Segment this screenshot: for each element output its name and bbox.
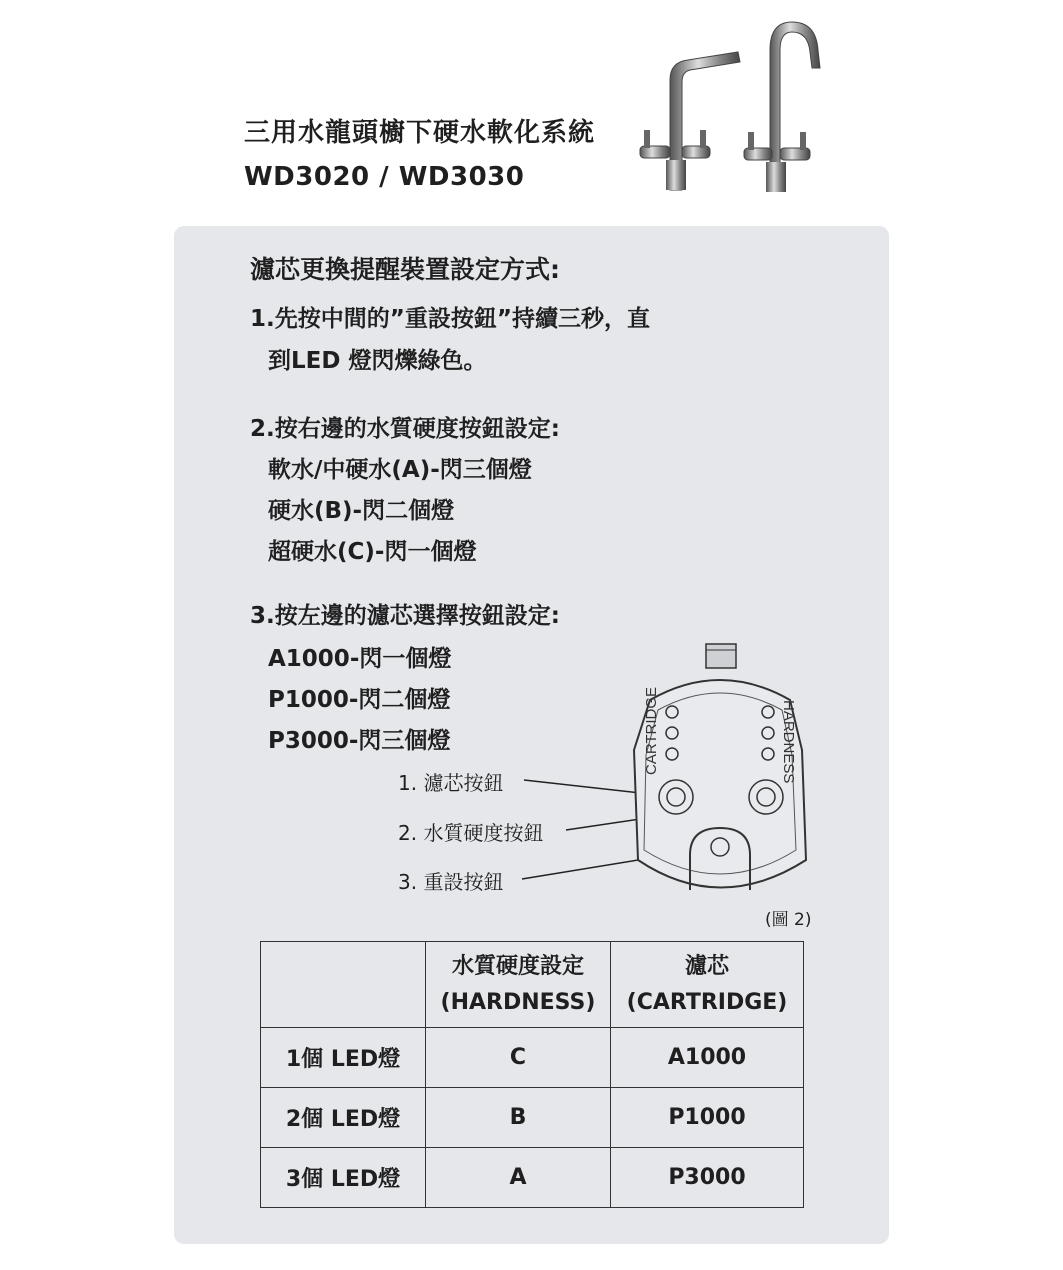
led-count-cell: 3個 LED燈	[261, 1148, 426, 1208]
table-corner-cell	[261, 942, 426, 1028]
step2-item: 硬水(B)-閃二個燈	[268, 498, 455, 524]
cartridge-cell: P3000	[611, 1148, 804, 1208]
figure-label-hardness-button: 2. 水質硬度按鈕	[398, 821, 544, 845]
settings-table	[260, 941, 804, 1208]
hardness-header-zh: 水質硬度設定	[451, 953, 584, 979]
cartridge-cell: P1000	[611, 1088, 804, 1148]
hardness-side-label: HARDNESS	[780, 700, 797, 784]
cartridge-header-en: (CARTRIDGE)	[626, 989, 788, 1015]
table-row	[261, 1088, 804, 1148]
section-title: 濾芯更換提醒裝置設定方式:	[250, 255, 560, 284]
step3-heading: 3.按左邊的濾芯選擇按鈕設定:	[250, 603, 560, 629]
product-title: 三用水龍頭櫥下硬水軟化系統	[244, 118, 596, 148]
led-count-cell: 1個 LED燈	[261, 1028, 426, 1088]
step1-line2: 到LED 燈閃爍綠色。	[268, 348, 487, 374]
hardness-cell: C	[426, 1028, 611, 1088]
filter-controller-diagram	[620, 640, 820, 900]
cartridge-column-header	[611, 942, 804, 1028]
step2-item: 軟水/中硬水(A)-閃三個燈	[268, 457, 532, 483]
step2-heading: 2.按右邊的水質硬度按鈕設定:	[250, 416, 560, 442]
hardness-cell: A	[426, 1148, 611, 1208]
step1-line1: 1.先按中間的”重設按鈕”持續三秒，直	[250, 306, 650, 332]
cartridge-header-zh: 濾芯	[684, 953, 729, 979]
step3-item: P1000-閃二個燈	[268, 687, 451, 713]
figure-label-reset-button: 3. 重設按鈕	[398, 870, 504, 894]
led-count-cell: 2個 LED燈	[261, 1088, 426, 1148]
hardness-column-header	[426, 942, 611, 1028]
step3-item: A1000-閃一個燈	[268, 646, 452, 672]
step2-item: 超硬水(C)-閃一個燈	[268, 539, 477, 565]
figure-label-cartridge-button: 1. 濾芯按鈕	[398, 771, 504, 795]
step3-item: P3000-閃三個燈	[268, 728, 451, 754]
cartridge-side-label: CARTRIDGE	[643, 686, 660, 775]
table-row	[261, 1148, 804, 1208]
table-row	[261, 1028, 804, 1088]
hardness-cell: B	[426, 1088, 611, 1148]
product-model: WD3020 / WD3030	[244, 162, 525, 192]
cartridge-cell: A1000	[611, 1028, 804, 1088]
hardness-header-en: (HARDNESS)	[440, 989, 596, 1015]
figure-caption: (圖 2)	[765, 910, 812, 930]
